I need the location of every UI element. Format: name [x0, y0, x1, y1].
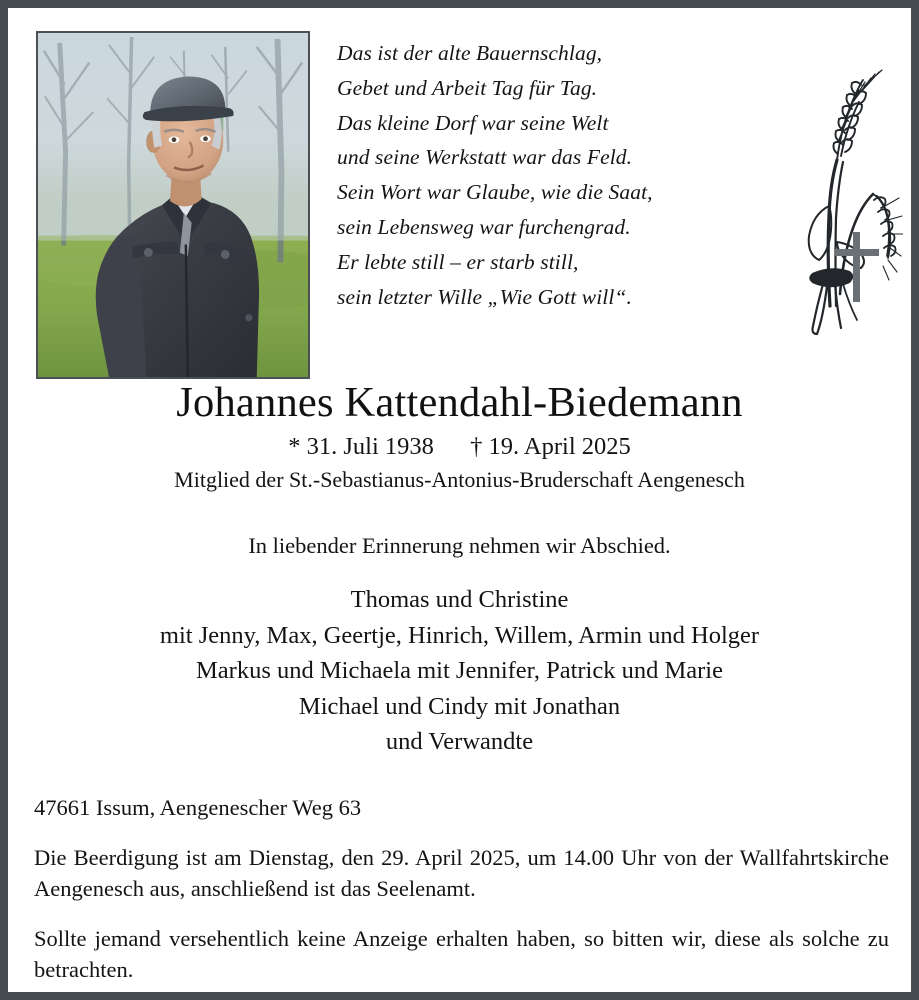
poem-line: sein letzter Wille „Wie Gott will“.	[337, 284, 632, 309]
poem-line: Das kleine Dorf war seine Welt	[337, 110, 609, 135]
poem-line: und seine Werkstatt war das Feld.	[337, 145, 633, 170]
poem-line: Das ist der alte Bauernschlag,	[337, 41, 603, 65]
poem-line: Sein Wort war Glaube, wie die Saat,	[337, 180, 653, 205]
portrait-photo	[36, 31, 310, 379]
portrait-photo-image	[38, 33, 308, 377]
funeral-info: Die Beerdigung ist am Dienstag, den 29. April 2025, um 14.00 Uhr von der Wallfahrtskirche Aengenesch aus, anschließend ist das Seelenamt.	[34, 844, 889, 901]
death-symbol: †	[470, 433, 483, 460]
apology-note: Sollte jemand versehentlich keine Anzeige erhalten haben, so bitten wir, diese als solche zu betrachten.	[34, 925, 889, 982]
page-title: Johannes Kattendahl-Biedemann	[176, 379, 743, 426]
name-block	[8, 378, 911, 496]
birth-date: 31. Juli 1938	[306, 433, 434, 460]
family-line: mit Jenny, Max, Geertje, Hinrich, Willem, Armin und Holger	[159, 621, 760, 649]
footer	[8, 792, 911, 985]
top-area	[8, 8, 911, 368]
death-date: 19. April 2025	[488, 433, 631, 460]
mourning-intro: In liebender Erinnerung nehmen wir Abschied.	[248, 533, 671, 558]
poem-line: sein Lebensweg war furchengrad.	[337, 214, 631, 239]
membership-line: Mitglied der St.-Sebastianus-Antonius-Bruderschaft Aengenesch	[174, 467, 745, 492]
notice-inner	[8, 8, 911, 992]
address-line: 47661 Issum, Aengenescher Weg 63	[34, 794, 362, 820]
family-line: Markus und Michaela mit Jennifer, Patrick und Marie	[196, 657, 723, 684]
poem-line: Er lebte still – er starb still,	[337, 249, 579, 274]
family-line: Thomas und Christine	[350, 586, 569, 613]
birth-symbol: *	[288, 433, 301, 460]
memorial-poem	[337, 36, 767, 314]
family-line: Michael und Cindy mit Jonathan	[298, 692, 621, 720]
wheat-sheaf-with-cross-icon	[783, 56, 903, 336]
life-dates	[8, 430, 911, 464]
poem-line: Gebet und Arbeit Tag für Tag.	[337, 75, 598, 100]
family-list	[8, 582, 911, 760]
emblem-svg	[783, 56, 903, 336]
family-line: und Verwandte	[385, 728, 534, 755]
